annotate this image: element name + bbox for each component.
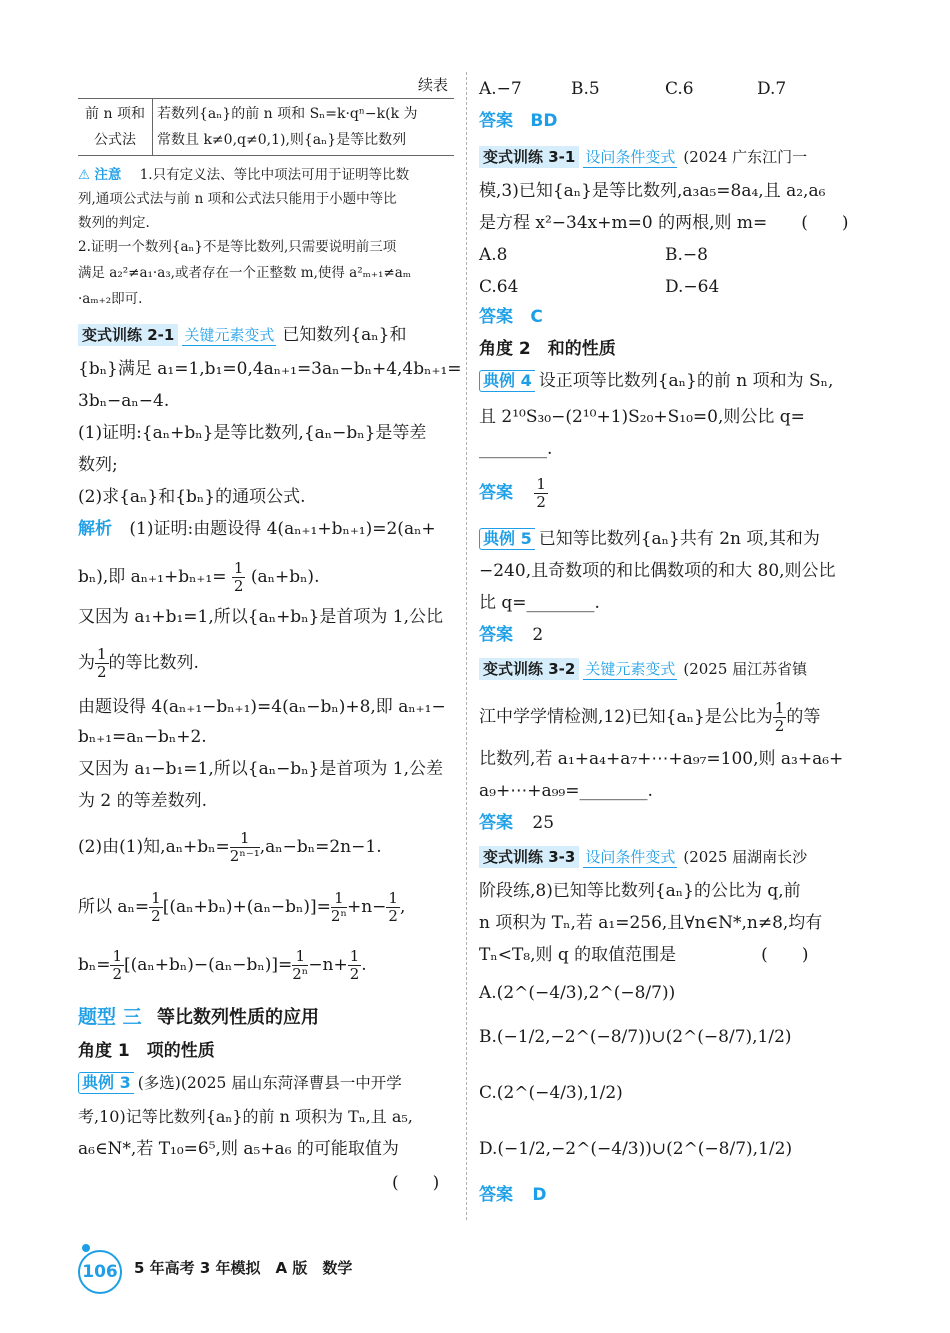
fraction: $\frac{1}{2}$ bbox=[388, 889, 398, 925]
example-5-header: 典例 5 已知等比数列{aₙ}共有 2n 项,其和为 bbox=[479, 526, 820, 552]
example-line: ________. bbox=[479, 439, 553, 459]
variant-line: 3bₙ−aₙ−4. bbox=[78, 391, 170, 411]
variant-tag: 变式训练 3-3 bbox=[479, 846, 579, 868]
variant-2-1-header: 变式训练 2-1 关键元素变式 已知数列{aₙ}和 bbox=[78, 322, 406, 348]
example-tag: 典例 3 bbox=[78, 1072, 134, 1094]
v33-answer: 答案 D bbox=[479, 1185, 547, 1205]
fraction: $\frac{1}{2}$ bbox=[112, 947, 123, 983]
variant-3-1-header: 变式训练 3-1 设问条件变式 (2024 广东江门一 bbox=[479, 144, 807, 170]
fraction: $\frac{1}{2}$ bbox=[97, 645, 107, 681]
fraction: $\frac{1}{2}$ bbox=[151, 889, 161, 925]
example-3-header: 典例 3 (多选)(2025 届山东菏泽曹县一中开学 bbox=[78, 1070, 402, 1096]
angle-1-heading: 角度 1 项的性质 bbox=[78, 1041, 215, 1061]
v33-option-d: D.(−1/2,−2^(−4/3))∪(2^(−8/7),1/2) bbox=[479, 1139, 793, 1159]
solution-line-1: bₙ),即 aₙ₊₁+bₙ₊₁= $\frac{1}{2}$ (aₙ+bₙ). bbox=[78, 559, 320, 595]
example-line: 考,10)记等比数列{aₙ}的前 n 项积为 Tₙ,且 a₅, bbox=[78, 1107, 413, 1126]
note-line-5: ·aₘ₊₂即可. bbox=[78, 291, 143, 307]
variant-line: Tₙ<T₈,则 q 的取值范围是 ( ) bbox=[479, 945, 809, 965]
v31-option-c: C.64 bbox=[479, 277, 519, 297]
solution-line: bₙ₊₁=aₙ−bₙ+2. bbox=[78, 727, 207, 747]
note-line-2: 数列的判定. bbox=[78, 215, 150, 231]
example-line: 比 q=________. bbox=[479, 593, 600, 613]
section-label: 题型 三 bbox=[78, 1006, 142, 1028]
page-dot-icon bbox=[82, 1244, 90, 1252]
answer-blank: ( ) bbox=[392, 1173, 440, 1193]
fraction: $\frac{1}{2}$ bbox=[774, 699, 785, 735]
v31-option-a: A.8 bbox=[479, 245, 508, 265]
variant-subtag: 关键元素变式 bbox=[184, 326, 275, 344]
variant-line: 模,3)已知{aₙ}是等比数列,a₃a₅=8a₄,且 a₂,a₆ bbox=[479, 181, 826, 201]
example-4-header: 典例 4 设正项等比数列{aₙ}的前 n 项和为 Sₙ, bbox=[479, 368, 833, 394]
solution-line-16: bₙ= $\frac{1}{2}$ [(aₙ+bₙ)−(aₙ−bₙ)]= $\frac{1}{\text{2ⁿ}}$ −n+ $\frac{1}{2}$ . bbox=[78, 947, 367, 983]
v33-option-c: C.(2^(−4/3),1/2) bbox=[479, 1083, 623, 1103]
example-line: 且 2¹⁰S₃₀−(2¹⁰+1)S₂₀+S₁₀=0,则公比 q= bbox=[479, 407, 805, 427]
variant-line: 江中学学情检测,12)已知{aₙ}是公比为 $\frac{1}{2}$ 的等 bbox=[479, 699, 821, 735]
continued-table-label: 续表 bbox=[418, 76, 449, 94]
page-number: 106 bbox=[78, 1250, 122, 1294]
ex3-answer: 答案 BD bbox=[479, 111, 558, 131]
example-tag: 典例 5 bbox=[479, 528, 535, 550]
solution-line-4: 为 $\frac{1}{2}$ 的等比数列. bbox=[78, 645, 199, 681]
fraction: $\frac{1}{2}$ bbox=[233, 559, 244, 595]
v33-option-a: A.(2^(−4/3),2^(−8/7)) bbox=[479, 983, 676, 1003]
solution-line-12: 所以 aₙ= $\frac{1}{2}$ [(aₙ+bₙ)+(aₙ−bₙ)]= $\frac{1}{\text{2ⁿ}}$ +n− $\frac{1}{2}$ , bbox=[78, 889, 406, 925]
v31-answer: 答案 C bbox=[479, 307, 543, 327]
solution-line: 为 2 的等差数列. bbox=[78, 791, 208, 811]
variant-line: 比数列,若 a₁+a₄+a₇+⋯+a₉₇=100,则 a₃+a₆+ bbox=[479, 749, 844, 769]
solution-line-10: (2)由(1)知,aₙ+bₙ= $\frac{1}{\text{2ⁿ⁻¹}}$ ,aₙ−bₙ=2n−1. bbox=[78, 829, 382, 865]
table-cell-desc: 若数列{aₙ}的前 n 项和 Sₙ=k·qⁿ−k(k 为 常数且 k≠0,q≠0,1),则{aₙ}是等比数列 bbox=[153, 99, 455, 156]
note-line-0: ⚠ 注意 1.只有定义法、等比中项法可用于证明等比数 bbox=[78, 167, 410, 183]
v32-answer: 答案 25 bbox=[479, 813, 555, 833]
variant-tag: 变式训练 3-2 bbox=[479, 658, 579, 680]
note-label: 注意 bbox=[94, 167, 122, 183]
fraction: $\frac{1}{\text{2ⁿ⁻¹}}$ bbox=[229, 829, 260, 865]
table-row bbox=[78, 99, 454, 156]
note-line-3: 2.证明一个数列{aₙ}不是等比数列,只需要说明前三项 bbox=[78, 239, 397, 255]
variant-tag: 变式训练 2-1 bbox=[78, 324, 178, 346]
variant-line: (2)求{aₙ}和{bₙ}的通项公式. bbox=[78, 487, 306, 507]
section-3-heading bbox=[78, 1004, 319, 1031]
variant-line: 是方程 x²−34x+m=0 的两根,则 m= ( ) bbox=[479, 213, 849, 233]
method-table bbox=[78, 98, 454, 156]
solution-line-0: 解析 (1)证明:由题设得 4(aₙ₊₁+bₙ₊₁)=2(aₙ+ bbox=[78, 519, 436, 539]
warning-icon: ⚠ bbox=[78, 167, 91, 183]
book-title: 5 年高考 3 年模拟 A 版 数学 bbox=[134, 1259, 353, 1277]
fraction: $\frac{1}{\text{2ⁿ}}$ bbox=[292, 947, 309, 983]
fraction: $\frac{1}{2}$ bbox=[536, 475, 546, 511]
solution-line: 又因为 a₁+b₁=1,所以{aₙ+bₙ}是首项为 1,公比 bbox=[78, 607, 443, 627]
v31-option-b: B.−8 bbox=[665, 245, 708, 265]
ex3-option-b: B.5 bbox=[571, 79, 600, 99]
column-divider bbox=[466, 72, 467, 1220]
solution-line: 由题设得 4(aₙ₊₁−bₙ₊₁)=4(aₙ−bₙ)+8,即 aₙ₊₁− bbox=[78, 697, 446, 717]
ex3-option-c: C.6 bbox=[665, 79, 694, 99]
example-line: −240,且奇数项的和比偶数项的和大 80,则公比 bbox=[479, 561, 836, 581]
note-line-4: 满足 a₂²≠a₁·a₃,或者存在一个正整数 m,使得 a²ₘ₊₁≠aₘ bbox=[78, 265, 412, 281]
section-title: 等比数列性质的应用 bbox=[157, 1007, 320, 1028]
ex5-answer: 答案 2 bbox=[479, 625, 544, 645]
solution-label: 解析 bbox=[78, 519, 112, 539]
variant-subtag: 设问条件变式 bbox=[585, 848, 676, 866]
v31-option-d: D.−64 bbox=[665, 277, 720, 297]
angle-2-heading: 角度 2 和的性质 bbox=[479, 339, 616, 359]
v33-option-b: B.(−1/2,−2^(−8/7))∪(2^(−8/7),1/2) bbox=[479, 1027, 792, 1047]
variant-3-3-header: 变式训练 3-3 设问条件变式 (2025 届湖南长沙 bbox=[479, 844, 807, 870]
ex3-option-a: A.−7 bbox=[479, 79, 522, 99]
variant-subtag: 关键元素变式 bbox=[585, 660, 676, 678]
variant-line: {bₙ}满足 a₁=1,b₁=0,4aₙ₊₁=3aₙ−bₙ+4,4bₙ₊₁= bbox=[78, 359, 462, 379]
variant-line: n 项积为 Tₙ,若 a₁=256,且∀n∈N*,n≠8,均有 bbox=[479, 913, 823, 933]
table-cell-method: 前 n 项和 公式法 bbox=[78, 99, 153, 156]
example-tag: 典例 4 bbox=[479, 370, 535, 392]
variant-line: a₉+⋯+a₉₉=________. bbox=[479, 781, 653, 801]
fraction: $\frac{1}{2}$ bbox=[349, 947, 360, 983]
variant-line: 阶段练,8)已知等比数列{aₙ}的公比为 q,前 bbox=[479, 881, 801, 901]
example-line: a₆∈N*,若 T₁₀=6⁵,则 a₅+a₆ 的可能取值为 bbox=[78, 1139, 399, 1159]
ex4-answer: 答案 $\frac{1}{2}$ bbox=[479, 475, 546, 511]
variant-line: 数列; bbox=[78, 455, 118, 475]
fraction: $\frac{1}{\text{2ⁿ}}$ bbox=[330, 889, 347, 925]
solution-line: 又因为 a₁−b₁=1,所以{aₙ−bₙ}是首项为 1,公差 bbox=[78, 759, 443, 779]
variant-line: (1)证明:{aₙ+bₙ}是等比数列,{aₙ−bₙ}是等差 bbox=[78, 423, 427, 443]
ex3-option-d: D.7 bbox=[757, 79, 787, 99]
variant-3-2-header: 变式训练 3-2 关键元素变式 (2025 届江苏省镇 bbox=[479, 656, 807, 682]
variant-tag: 变式训练 3-1 bbox=[479, 146, 579, 168]
variant-subtag: 设问条件变式 bbox=[585, 148, 676, 166]
note-line-1: 列,通项公式法与前 n 项和公式法只能用于小题中等比 bbox=[78, 191, 397, 207]
